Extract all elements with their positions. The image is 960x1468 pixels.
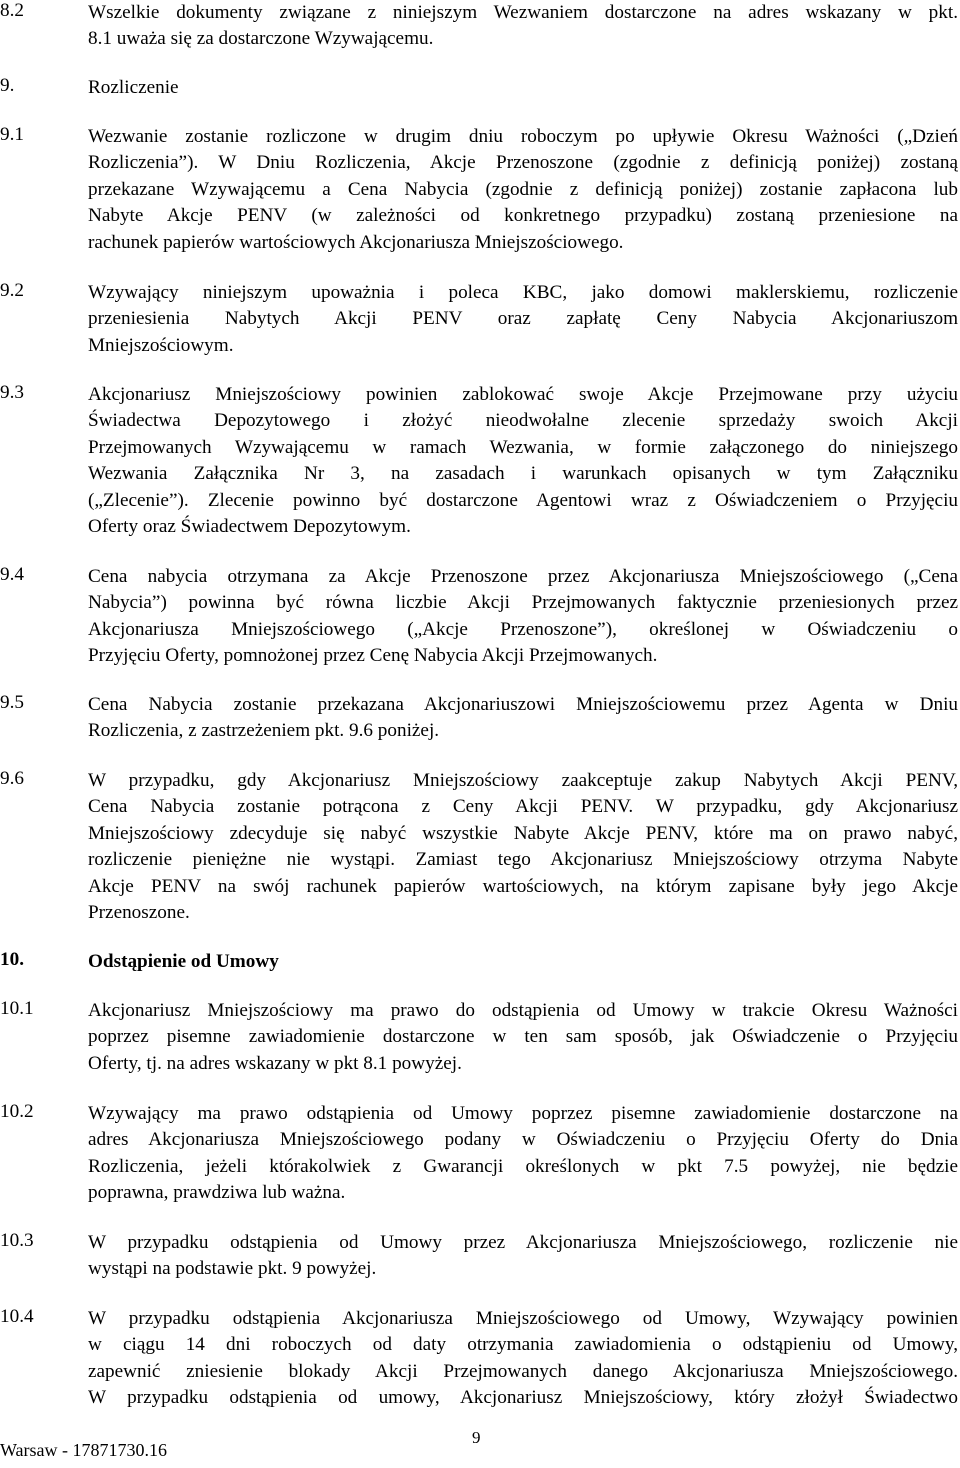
text-line: Cena Nabycia zostanie przekazana Akcjonariuszowi Mniejszościowemu przez Agenta w Dniu bbox=[88, 694, 958, 715]
section-number: 9.6 bbox=[0, 768, 24, 789]
section-number: 9.5 bbox=[0, 692, 24, 713]
section-number: 10.2 bbox=[0, 1101, 34, 1122]
text-line: Wzywający niniejszym upoważnia i poleca KBC, jako domowi maklerskiemu, rozliczenie bbox=[88, 282, 958, 303]
text-line: Rozliczenia, jeżeli którakolwiek z Gwarancji określonych w pkt 7.5 powyżej, nie będzie bbox=[88, 1155, 958, 1177]
section-number: 9.2 bbox=[0, 280, 24, 301]
text-line: W przypadku odstąpienia od Umowy przez Akcjonariusza Mniejszościowego, rozliczenie nie bbox=[88, 1232, 958, 1253]
text-line: rozliczenie pieniężne nie wystąpi. Zamiast tego Akcjonariusz Mniejszościowy otrzyma Nabyte bbox=[88, 849, 958, 871]
text-line: Przyjęciu Oferty, pomnożonej przez Cenę Nabycia Akcji Przejmowanych. bbox=[88, 645, 658, 667]
document-id: Warsaw - 17871730.16 bbox=[0, 1440, 168, 1460]
text-line: poprzez pisemne zawiadomienie dostarczone w ten sam sposób, jak Oświadczenie o Przyjęciu bbox=[88, 1026, 958, 1048]
text-line: adres Akcjonariusza Mniejszościowego podany w Oświadczeniu o Przyjęciu Oferty do Dnia bbox=[88, 1129, 958, 1151]
text-line: Cena nabycia otrzymana za Akcje Przenoszone przez Akcjonariusza Mniejszościowego („Cena bbox=[88, 566, 958, 587]
text-line: Nabycia”) powinna być równa liczbie Akcji Przejmowanych faktycznie przeniesionych przez bbox=[88, 592, 958, 614]
text-line: poprawna, prawdziwa lub ważna. bbox=[88, 1182, 346, 1204]
text-line: zapewnić zniesienie blokady Akcji Przejmowanych danego Akcjonariusza Mniejszościowego. bbox=[88, 1360, 958, 1382]
text-line: Akcje PENV na swój rachunek papierów wartościowych, na którym zapisane były jego Akcje bbox=[88, 875, 958, 897]
text-line: wystąpi na podstawie pkt. 9 powyżej. bbox=[88, 1258, 377, 1280]
section-heading: Rozliczenie bbox=[88, 77, 179, 98]
text-line: rachunek papierów wartościowych Akcjonariusza Mniejszościowego. bbox=[88, 231, 624, 253]
page-number: 9 bbox=[472, 1428, 481, 1447]
text-line: Akcjonariusza Mniejszościowego („Akcje Przenoszone”), określonej w Oświadczeniu o bbox=[88, 618, 958, 640]
text-line: w ciągu 14 dni roboczych od daty otrzymania zawiadomienia o odstąpieniu od Umowy, bbox=[88, 1334, 958, 1356]
text-line: Akcjonariusz Mniejszościowy powinien zablokować swoje Akcje Przejmowane przy użyciu bbox=[88, 384, 958, 405]
text-line: W przypadku odstąpienia Akcjonariusza Mniejszościowego od Umowy, Wzywający powinien bbox=[88, 1308, 958, 1329]
text-line: W przypadku, gdy Akcjonariusz Mniejszościowy zaakceptuje zakup Nabytych Akcji PENV, bbox=[88, 770, 958, 791]
section-number: 9.4 bbox=[0, 564, 24, 585]
text-line: Cena Nabycia zostanie potrącona z Ceny Akcji PENV. W przypadku, gdy Akcjonariusz bbox=[88, 796, 958, 818]
section-number: 8.2 bbox=[0, 0, 24, 21]
section-number: 10.4 bbox=[0, 1306, 34, 1327]
text-line: („Zlecenie”). Zlecenie powinno być dostarczone Agentowi wraz z Oświadczeniem o Przyjęciu bbox=[88, 489, 958, 511]
text-line: Mniejszościowym. bbox=[88, 334, 234, 356]
section-number: 10. bbox=[0, 949, 24, 970]
text-line: Rozliczenia”). W Dniu Rozliczenia, Akcje Przenoszone (zgodnie z definicją poniżej) zostaną bbox=[88, 152, 958, 174]
section-heading: Odstąpienie od Umowy bbox=[88, 951, 279, 972]
text-line: Wzywający ma prawo odstąpienia od Umowy poprzez pisemne zawiadomienie dostarczone na bbox=[88, 1103, 958, 1124]
text-line: Nabyte Akcje PENV (w zależności od konkretnego przypadku) zostaną przeniesione na bbox=[88, 205, 958, 227]
section-number: 9.3 bbox=[0, 382, 24, 403]
section-number: 9.1 bbox=[0, 124, 24, 145]
text-line: Wezwania Załącznika Nr 3, na zasadach i warunkach opisanych w tym Załączniku bbox=[88, 463, 958, 485]
text-line: przekazane Wzywającemu a Cena Nabycia (zgodnie z definicją poniżej) zostanie zapłacona lub bbox=[88, 178, 958, 200]
text-line: Wezwanie zostanie rozliczone w drugim dniu roboczym po upływie Okresu Ważności („Dzień bbox=[88, 126, 958, 147]
text-line: 8.1 uważa się za dostarczone Wzywającemu. bbox=[88, 28, 434, 50]
section-number: 9. bbox=[0, 75, 15, 96]
text-line: Rozliczenia, z zastrzeżeniem pkt. 9.6 poniżej. bbox=[88, 720, 440, 742]
section-number: 10.1 bbox=[0, 998, 34, 1019]
section-number: 10.3 bbox=[0, 1230, 34, 1251]
text-line: Akcjonariusz Mniejszościowy ma prawo do odstąpienia od Umowy w trakcie Okresu Ważności bbox=[88, 1000, 958, 1021]
text-line: Przejmowanych Wzywającemu w ramach Wezwania, w formie załączonego do niniejszego bbox=[88, 436, 958, 458]
text-line: Oferty, tj. na adres wskazany w pkt 8.1 powyżej. bbox=[88, 1052, 462, 1074]
text-line: Oferty oraz Świadectwem Depozytowym. bbox=[88, 515, 411, 537]
text-line: Mniejszościowy zdecyduje się nabyć wszystkie Nabyte Akcje PENV, które ma on prawo nabyć, bbox=[88, 822, 958, 844]
text-line: przeniesienia Nabytych Akcji PENV oraz zapłatę Ceny Nabycia Akcjonariuszom bbox=[88, 308, 958, 330]
text-line: Przenoszone. bbox=[88, 901, 190, 923]
text-line: W przypadku odstąpienia od umowy, Akcjonariusz Mniejszościowy, który złożył Świadectwo bbox=[88, 1387, 958, 1409]
text-line: Wszelkie dokumenty związane z niniejszym Wezwaniem dostarczone na adres wskazany w pkt. bbox=[88, 2, 958, 23]
text-line: Świadectwa Depozytowego i złożyć nieodwołalne zlecenie sprzedaży swoich Akcji bbox=[88, 410, 958, 432]
